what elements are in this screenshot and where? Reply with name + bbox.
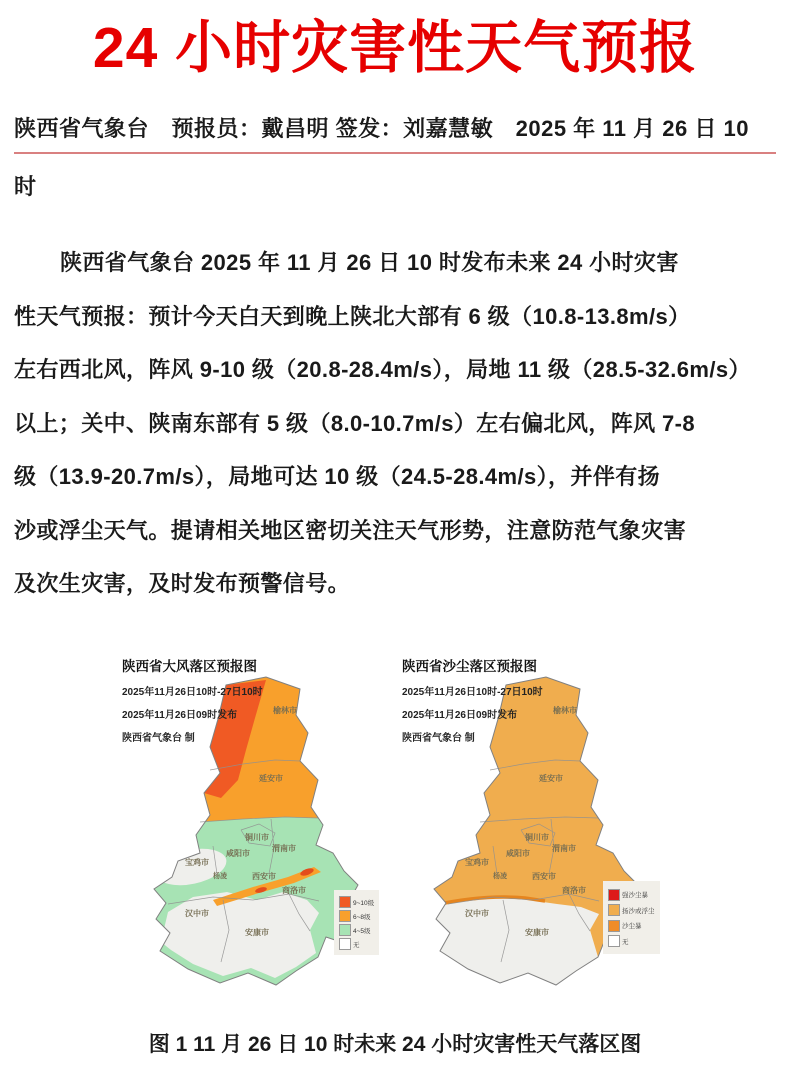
dust-map-producer: 陕西省气象台 制 <box>402 733 475 744</box>
dust-map <box>393 650 668 1014</box>
page-title: 24 小时灾害性天气预报 <box>92 16 698 80</box>
legend-swatch <box>339 910 351 922</box>
legend-swatch <box>608 935 620 947</box>
city-label: 安康市 <box>245 928 269 937</box>
legend-label: 9~10级 <box>353 899 375 907</box>
legend-label: 扬沙或浮尘 <box>622 907 655 915</box>
city-label: 铜川市 <box>525 833 549 842</box>
legend-row <box>339 938 374 950</box>
legend-row <box>608 920 655 932</box>
legend-label: 强沙尘暴 <box>622 892 648 899</box>
legend-row <box>339 910 374 922</box>
city-label: 渭南市 <box>552 844 576 853</box>
dust-map-title: 陕西省沙尘落区预报图 <box>402 659 537 674</box>
wind-map <box>113 650 388 1014</box>
legend-row <box>608 889 655 901</box>
legend-row <box>339 896 374 908</box>
legend-swatch <box>339 938 351 950</box>
city-label: 汉中市 <box>185 909 209 918</box>
city-label: 咸阳市 <box>506 849 530 858</box>
dust-map-legend <box>603 881 660 954</box>
dust-map-header <box>402 655 543 744</box>
city-label: 商洛市 <box>562 886 586 895</box>
legend-row <box>608 904 655 916</box>
city-label: 汉中市 <box>465 909 489 918</box>
legend-label: 6~8级 <box>353 913 371 921</box>
legend-row <box>608 935 655 947</box>
city-label: 西安市 <box>532 872 556 881</box>
meta-line-2: 时 <box>14 174 37 199</box>
legend-label: 沙尘暴 <box>622 923 642 930</box>
wind-map-producer: 陕西省气象台 制 <box>122 733 195 744</box>
legend-swatch <box>608 889 620 901</box>
maps-row <box>0 650 790 1014</box>
city-label: 延安市 <box>259 774 283 783</box>
legend-label: 4~5级 <box>353 927 371 935</box>
wind-map-legend <box>334 890 379 955</box>
figure-caption: 图 1 11 月 26 日 10 时未来 24 小时灾害性天气落区图 <box>148 1033 642 1056</box>
city-label: 杨凌 <box>213 873 227 880</box>
forecast-text-line: 沙或浮尘天气。提请相关地区密切关注天气形势，注意防范气象灾害 <box>14 517 687 543</box>
legend-label: 无 <box>353 941 360 949</box>
forecast-text-line: 以上；关中、陕南东部有 5 级（8.0-10.7m/s）左右偏北风，阵风 7-8 <box>14 410 696 436</box>
meta-block <box>14 112 776 201</box>
legend-swatch <box>608 904 620 916</box>
meta-line-1: 陕西省气象台 预报员：戴昌明 签发：刘嘉慧敏 2025 年 11 月 26 日 10 <box>14 112 776 154</box>
forecast-text-line: 性天气预报：预计今天白天到晚上陕北大部有 6 级（10.8-13.8m/s） <box>14 303 691 329</box>
city-label: 延安市 <box>539 774 563 783</box>
dust-map-issued: 2025年11月26日09时发布 <box>402 710 518 721</box>
forecast-text <box>14 236 776 611</box>
legend-swatch <box>608 920 620 932</box>
city-label: 安康市 <box>525 928 549 937</box>
legend-row <box>339 924 374 936</box>
forecast-text-line: 左右西北风，阵风 9-10 级（20.8-28.4m/s），局地 11 级（28.5-32.6m/s） <box>14 357 751 382</box>
forecast-text-line: 级（13.9-20.7m/s），局地可达 10 级（24.5-28.4m/s），并伴有扬 <box>14 464 661 489</box>
legend-swatch <box>339 896 351 908</box>
city-label: 商洛市 <box>282 886 306 895</box>
legend-swatch <box>339 924 351 936</box>
wind-map-title: 陕西省大风落区预报图 <box>122 659 257 674</box>
city-label: 铜川市 <box>245 833 269 842</box>
dust-map-period: 2025年11月26日10时-27日10时 <box>402 687 543 698</box>
city-label: 杨凌 <box>493 873 507 880</box>
wind-map-period: 2025年11月26日10时-27日10时 <box>122 687 263 698</box>
city-label: 咸阳市 <box>226 849 250 858</box>
legend-label: 无 <box>622 938 629 946</box>
forecast-text-line: 陕西省气象台 2025 年 11 月 26 日 10 时发布未来 24 小时灾害 <box>60 250 679 275</box>
wind-map-issued: 2025年11月26日09时发布 <box>122 710 238 721</box>
city-label: 渭南市 <box>272 844 296 853</box>
city-label: 榆林市 <box>553 706 577 715</box>
city-label: 宝鸡市 <box>465 858 489 867</box>
city-label: 宝鸡市 <box>185 858 209 867</box>
forecast-text-line: 及次生灾害，及时发布预警信号。 <box>14 571 351 596</box>
city-label: 榆林市 <box>273 706 297 715</box>
wind-map-header <box>122 655 263 744</box>
city-label: 西安市 <box>252 872 276 881</box>
